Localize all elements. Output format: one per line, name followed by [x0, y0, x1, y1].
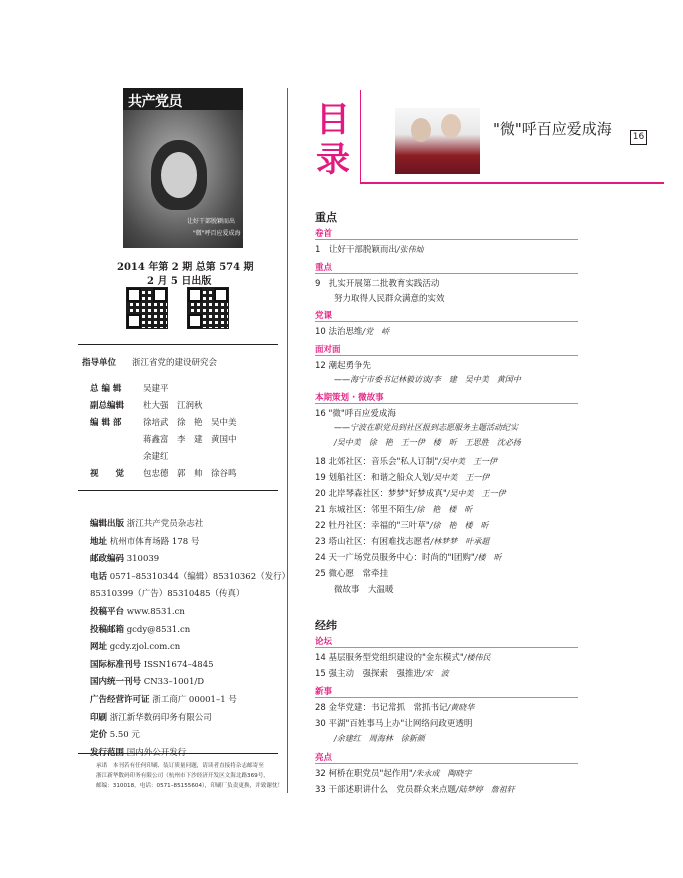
cat-benqi-cehua: 本期策划 · 微故事 — [315, 393, 384, 403]
price-label: 定价 — [90, 730, 108, 741]
cat-rule — [315, 763, 578, 764]
chief-label: 总 编 辑 — [90, 384, 122, 394]
tel-label: 电话 — [90, 571, 108, 582]
divider-2 — [78, 490, 278, 491]
mulu-char-2: 录 — [316, 140, 350, 180]
pink-vertical-rule — [287, 88, 288, 793]
pub-label: 编辑出版 — [90, 519, 125, 529]
cat-rule — [315, 697, 578, 698]
cat-rule — [315, 403, 578, 404]
feature-photo — [395, 108, 480, 174]
cover-image — [123, 88, 243, 248]
email-value: gcdy@8531.cn — [126, 624, 191, 635]
platform-value: www.8531.cn — [126, 606, 185, 617]
toc-item-25-line-2[interactable]: 微故事 大温暖 — [334, 585, 394, 595]
cn-label: 国内统一刊号 — [90, 677, 142, 688]
qr-code-1 — [126, 287, 168, 329]
tel-line-2: 85310399（广告）85310485（传真） — [90, 589, 245, 600]
section-jingwei: 经纬 — [315, 619, 337, 632]
toc-item-12-sub: ——海宁市委书记林毅访谈/李 建 吴中美 黄国中 — [334, 375, 521, 384]
toc-item-28[interactable]: 28 金华党建：书记常抓 常抓书记/黄晓华 — [315, 703, 475, 713]
notice-line-3: 邮编：310018，电话：0571–85155604），印刷厂负责更换，并致谢忱！ — [96, 783, 284, 789]
tel-line-1: 0571–85310344（编辑）85310362（发行） — [109, 571, 291, 582]
web-label: 网址 — [90, 642, 108, 653]
ad-value: 浙工商广 00001–1 号 — [152, 694, 237, 705]
issn-label: 国际标准刊号 — [90, 659, 142, 670]
zip-label: 邮政编码 — [90, 554, 125, 565]
dist-value: 国内外公开发行 — [126, 747, 187, 758]
toc-item-25[interactable]: 25 微心愿 常牵挂 — [315, 569, 389, 579]
addr-value: 杭州市体育场路 178 号 — [109, 536, 200, 547]
deputy-value: 杜大强 江润秋 — [143, 401, 203, 411]
guide-label: 指导单位 — [82, 358, 117, 368]
zip-value: 310039 — [126, 554, 160, 565]
qr-code-2 — [187, 287, 229, 329]
chief-value: 吴建平 — [143, 384, 169, 394]
cat-xinshi: 新事 — [315, 687, 333, 697]
toc-item-30[interactable]: 30 平湖"百姓事马上办"让网络问政更透明 — [315, 719, 473, 729]
issue-line-2: 2 月 5 日出版 — [147, 276, 212, 287]
cat-luntan: 论坛 — [315, 637, 333, 647]
print-value: 浙江新华数码印务有限公司 — [109, 712, 212, 723]
toc-item-18[interactable]: 18 北郊社区：音乐会"私人订制"/吴中美 王一伊 — [315, 457, 498, 467]
issn-value: ISSN1674–4845 — [143, 659, 214, 670]
toc-item-21[interactable]: 21 东城社区：邻里不陌生/徐 艳 楼 昕 — [315, 505, 473, 515]
toc-item-9-line-2[interactable]: 努力取得人民群众满意的实效 — [334, 294, 445, 304]
guide-value: 浙江省党的建设研究会 — [132, 358, 218, 368]
toc-item-15[interactable]: 15 强主动 强探索 强推进/宋 波 — [315, 669, 449, 679]
quality-notice — [96, 761, 283, 791]
toc-item-16-sub-1: ——宁波在职党员到社区报到志愿服务主题活动纪实 — [334, 423, 518, 432]
toc-item-9[interactable]: 9 扎实开展第二批教育实践活动 — [315, 279, 440, 289]
cover-caption-2: "微"呼百应爱成海 — [193, 230, 241, 237]
price-value: 5.50 元 — [109, 730, 140, 741]
feature-title[interactable]: "微"呼百应爱成海 — [493, 120, 612, 138]
toc-item-33[interactable]: 33 干部述职讲什么 党员群众来点题/陆梦婷 詹祖轩 — [315, 785, 515, 795]
cover-masthead — [123, 88, 243, 110]
toc-item-20[interactable]: 20 北岸琴森社区：梦梦"好梦成真"/吴中美 王一伊 — [315, 489, 506, 499]
pub-value: 浙江共产党员杂志社 — [126, 519, 204, 529]
cat-juanshou: 卷首 — [315, 229, 333, 239]
web-value: gcdy.zjol.com.cn — [109, 642, 181, 653]
deputy-label: 副总编辑 — [90, 401, 125, 411]
print-label: 印刷 — [90, 712, 108, 723]
addr-label: 地址 — [90, 536, 108, 547]
feature-page-number[interactable]: 16 — [630, 130, 647, 145]
dist-label: 发行范围 — [90, 747, 125, 758]
divider-3 — [78, 753, 278, 754]
email-label: 投稿邮箱 — [90, 624, 125, 635]
cover-photo — [123, 110, 243, 248]
toc-item-23[interactable]: 23 塔山社区：有困难找志愿者/林梦梦 叶承超 — [315, 537, 490, 547]
editors-line-3: 余建红 — [143, 452, 169, 462]
cat-zhongdian: 重点 — [315, 263, 333, 273]
toc-item-16[interactable]: 16 "微"呼百应爱成海 — [315, 409, 396, 419]
cover-caption-1: 让好干部脱颖而出 — [187, 218, 236, 225]
cat-rule — [315, 355, 578, 356]
cn-value: CN33–1001/D — [143, 677, 205, 688]
toc-item-32[interactable]: 32 柯桥在职党员"起作用"/朱永成 陶晓宇 — [315, 769, 472, 779]
toc-item-10[interactable]: 10 法治思维/党 峤 — [315, 327, 390, 337]
cat-rule — [315, 647, 578, 648]
editors-line-2: 蒋鑫富 李 建 黄国中 — [143, 435, 237, 445]
toc-item-22[interactable]: 22 牡丹社区：幸福的"三叶草"/徐 艳 楼 昕 — [315, 521, 489, 531]
cat-mianduimian: 面对面 — [315, 345, 341, 355]
section-zhongdian: 重点 — [315, 211, 337, 224]
toc-item-1[interactable]: 1 让好干部脱颖而出/张伟灿 — [315, 245, 424, 255]
ad-label: 广告经营许可证 — [90, 694, 150, 705]
cat-liangdian: 亮点 — [315, 753, 333, 763]
visual-value: 包忠德 郭 帅 徐谷鸣 — [143, 469, 237, 479]
mulu-char-1: 目 — [316, 100, 350, 140]
publisher-block — [90, 516, 290, 762]
cover-face — [161, 152, 197, 198]
editors-label: 编 辑 部 — [90, 418, 122, 428]
notice-line-1: 承诺 本刊若有任何印刷、装订质量问题，请读者直接将杂志邮寄至 — [96, 763, 264, 769]
cat-rule — [315, 273, 578, 274]
visual-label: 视 觉 — [90, 469, 125, 479]
divider-1 — [78, 344, 278, 345]
notice-line-2: 浙江新华数码印务有限公司（杭州市下沙经济开发区文海北路369号， — [96, 773, 269, 779]
cat-dangke: 党课 — [315, 311, 333, 321]
cover-logo: 共产党员 — [128, 93, 182, 109]
toc-item-16-sub-2: /吴中美 徐 艳 王一伊 楼 昕 王思胜 沈必扬 — [334, 438, 521, 447]
toc-item-30-sub: /余建红 周海林 徐新颜 — [334, 734, 425, 743]
cat-rule — [315, 239, 578, 240]
issue-line-1: 2014 年第 2 期 总第 574 期 — [117, 262, 254, 273]
toc-item-19[interactable]: 19 划船社区：和谐之船众人划/吴中美 王一伊 — [315, 473, 490, 483]
cat-rule — [315, 321, 578, 322]
toc-item-14[interactable]: 14 基层服务型党组织建设的"金东模式"/楼伟民 — [315, 653, 491, 663]
toc-item-24[interactable]: 24 天一广场党员服务中心：时尚的"I团购"/楼 昕 — [315, 553, 502, 563]
platform-label: 投稿平台 — [90, 606, 125, 617]
toc-item-12[interactable]: 12 潮起勇争先 — [315, 361, 372, 371]
editors-line-1: 徐培武 徐 艳 吴中美 — [143, 418, 237, 428]
